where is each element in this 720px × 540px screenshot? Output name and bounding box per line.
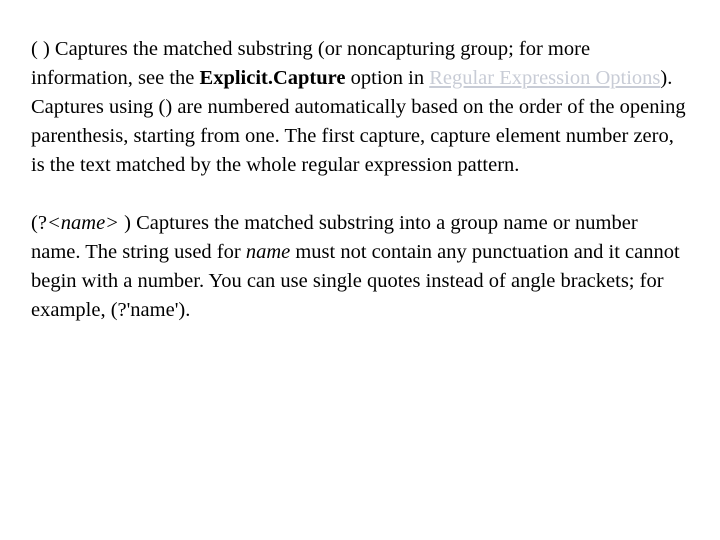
- name-term: name: [245, 241, 291, 263]
- paragraph-text: (?: [31, 212, 47, 234]
- paragraph-captures: [31, 35, 691, 180]
- document-body: [31, 35, 691, 325]
- paragraph-text: ). Captures using () are numbered automatically based on the order of the opening parenthesis, starting from one. The first capture, capture element number zero, is the text matched by the whole regular expression pattern.: [31, 67, 686, 176]
- paragraph-text: ) Captures the matched substring into a group name or number name. The string used for: [31, 212, 638, 263]
- name-placeholder-tag: <name>: [46, 212, 120, 234]
- paragraph-named-captures: [31, 209, 691, 325]
- paragraph-text: ( ) Captures the matched substring (or noncapturing group; for more information, see the: [31, 38, 591, 89]
- paragraph-text: option in: [345, 67, 430, 89]
- regular-expression-options-link[interactable]: Regular Expression Options: [429, 67, 661, 89]
- paragraph-text: must not contain any punctuation and it cannot begin with a number. You can use single quotes instead of angle brackets; for example, (?'name').: [31, 241, 680, 321]
- explicit-capture-term: Explicit.Capture: [199, 67, 346, 89]
